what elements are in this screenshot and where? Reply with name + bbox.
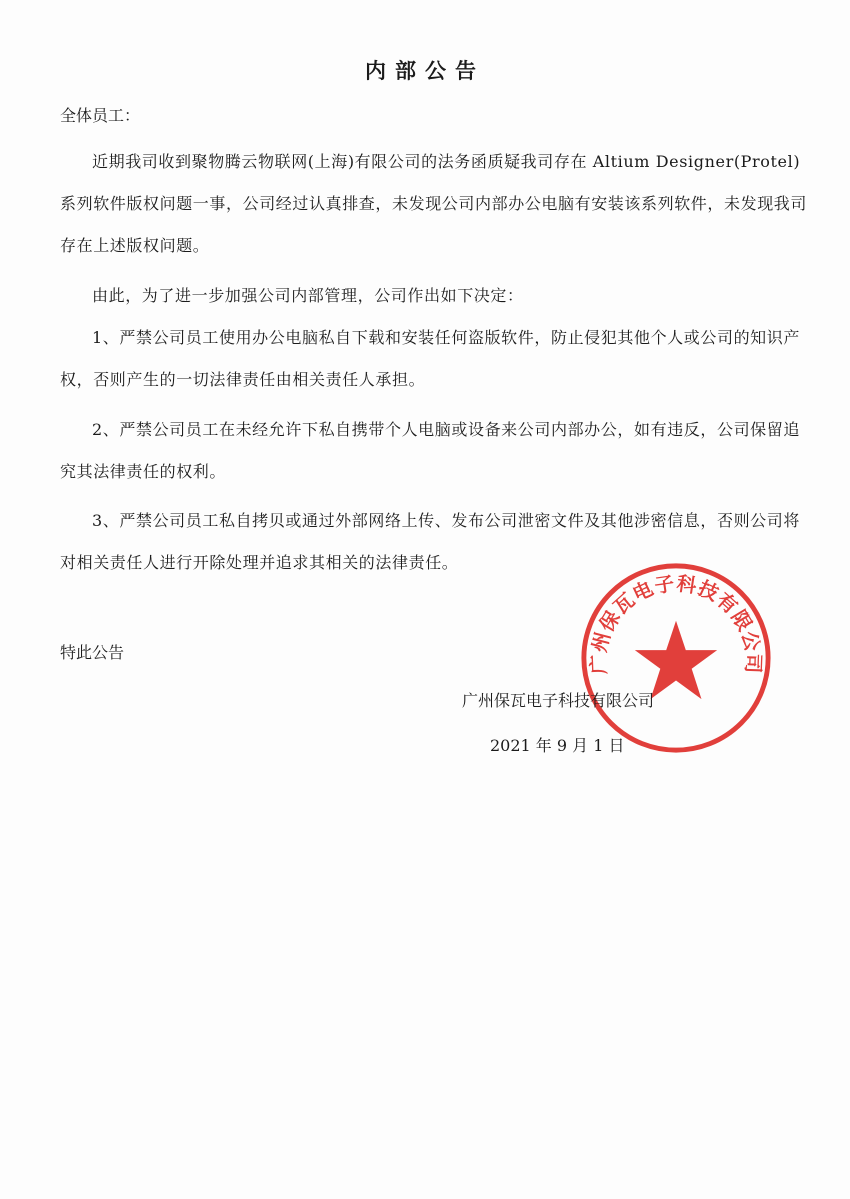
signature-company: 广州保瓦电子科技有限公司 — [462, 691, 655, 710]
paragraph-rule-2: 2、严禁公司员工在未经允许下私自携带个人电脑或设备来公司内部办公，如有违反，公司保留追究其法律责任的权利。 — [60, 420, 800, 481]
paragraph-intro: 近期我司收到聚物腾云物联网(上海)有限公司的法务函质疑我司存在 Altium Designer(Protel)系列软件版权问题一事，公司经过认真排查，未发现公司内部办公电脑有安装该系列软件，未发现我司存在上述版权问题。 — [60, 152, 808, 255]
company-seal-stamp — [578, 560, 774, 756]
notice-title: 内部公告 — [365, 59, 485, 83]
closing-text: 特此公告 — [60, 643, 125, 662]
greeting: 全体员工： — [60, 106, 141, 125]
seal-star-icon — [635, 621, 717, 699]
seal-text: 广州保瓦电子科技有限公司 — [587, 571, 765, 675]
signature-date: 2021 年 9 月 1 日 — [490, 736, 625, 755]
paragraph-rule-1: 1、严禁公司员工使用办公电脑私自下载和安装任何盗版软件，防止侵犯其他个人或公司的知识产权，否则产生的一切法律责任由相关责任人承担。 — [60, 328, 800, 389]
paragraph-decision: 由此，为了进一步加强公司内部管理，公司作出如下决定： — [92, 286, 524, 305]
paragraph-rule-3: 3、严禁公司员工私自拷贝或通过外部网络上传、发布公司泄密文件及其他涉密信息，否则公司将对相关责任人进行开除处理并追求其相关的法律责任。 — [60, 511, 800, 572]
